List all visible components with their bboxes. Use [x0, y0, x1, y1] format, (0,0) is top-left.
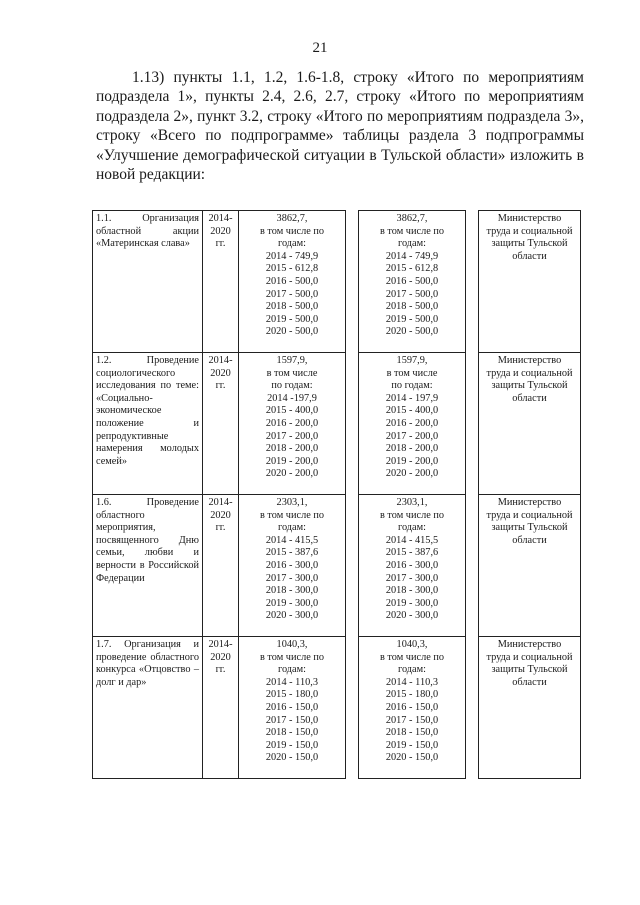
table-row: [93, 211, 581, 353]
cell-line: 2020 - 200,0: [385, 468, 439, 480]
cell-line: 2303,1,: [276, 497, 308, 508]
cell-line: 2015 - 400,0: [385, 405, 439, 417]
executor-cell: [479, 495, 581, 637]
cell-line: 2019 - 500,0: [265, 313, 319, 325]
cell-line: 2016 - 150,0: [265, 701, 319, 713]
cell-line: 2020 - 500,0: [385, 326, 439, 338]
blank-column: [466, 495, 479, 637]
cell-line: 2020 - 150,0: [265, 752, 319, 764]
cell-line: области: [512, 392, 547, 404]
measure-name-cell: 1.7. Организация и проведение областного конкурса «Отцовство – долг и дар»: [93, 637, 203, 779]
cell-line: 2019 - 150,0: [265, 739, 319, 751]
cell-line: гг.: [215, 664, 226, 676]
cell-line: в том числе: [386, 367, 438, 379]
cell-line: в том числе по: [259, 651, 325, 663]
cell-line: защиты Тульской: [491, 380, 568, 392]
amount-cell-1: [239, 353, 346, 495]
cell-line: 2018 - 200,0: [265, 443, 319, 455]
cell-line: 2018 - 300,0: [265, 585, 319, 597]
cell-line: 2018 - 150,0: [385, 727, 439, 739]
executor-cell: [479, 211, 581, 353]
cell-line: области: [512, 250, 547, 262]
measures-table: [92, 210, 581, 779]
cell-line: 2016 - 500,0: [385, 275, 439, 287]
cell-line: годам:: [397, 238, 426, 250]
cell-line: 2014-: [208, 355, 233, 366]
cell-line: 2019 - 200,0: [385, 455, 439, 467]
cell-line: 2019 - 300,0: [385, 597, 439, 609]
amount-cell-1: [239, 637, 346, 779]
cell-line: 2018 - 500,0: [385, 301, 439, 313]
cell-line: 2018 - 500,0: [265, 301, 319, 313]
cell-line: 1040,3,: [276, 639, 308, 650]
cell-line: 2016 - 300,0: [385, 559, 439, 571]
executor-cell: [479, 353, 581, 495]
amount-cell-1: [239, 211, 346, 353]
cell-line: Министерство: [497, 213, 562, 224]
cell-line: 2015 - 180,0: [385, 689, 439, 701]
cell-line: по годам:: [391, 380, 433, 392]
blank-column: [346, 211, 359, 353]
cell-line: 2017 - 500,0: [385, 288, 439, 300]
blank-column: [466, 637, 479, 779]
amount-cell-2: [359, 353, 466, 495]
cell-line: Министерство: [497, 639, 562, 650]
cell-line: 2014 - 749,9: [265, 250, 319, 262]
cell-line: 2016 - 150,0: [385, 701, 439, 713]
cell-line: 2020 - 300,0: [385, 610, 439, 622]
cell-line: 2020 - 150,0: [385, 752, 439, 764]
cell-line: 2303,1,: [396, 497, 428, 508]
cell-line: 2014 -197,9: [267, 392, 317, 404]
cell-line: 2015 - 387,6: [265, 547, 319, 559]
cell-line: 1597,9,: [396, 355, 428, 366]
cell-line: 1040,3,: [396, 639, 428, 650]
measure-name-cell: 1.2. Проведение социологического исследования по теме: «Социально-экономическое положение и репродуктивные намерения молодых семей»: [93, 353, 203, 495]
cell-line: труда и социальной: [486, 651, 573, 663]
cell-line: 2020: [210, 225, 231, 237]
cell-line: 2017 - 200,0: [385, 430, 439, 442]
cell-line: 2017 - 150,0: [265, 714, 319, 726]
cell-line: по годам:: [271, 380, 313, 392]
cell-line: 2016 - 300,0: [265, 559, 319, 571]
cell-line: 2015 - 180,0: [265, 689, 319, 701]
period-cell: [203, 353, 239, 495]
cell-line: 2014 - 197,9: [385, 392, 439, 404]
cell-line: 2014 - 110,3: [386, 676, 438, 688]
cell-line: защиты Тульской: [491, 664, 568, 676]
period-cell: [203, 637, 239, 779]
cell-line: 2018 - 200,0: [385, 443, 439, 455]
cell-line: 2014 - 415,5: [265, 534, 319, 546]
cell-line: в том числе: [266, 367, 318, 379]
cell-line: 2015 - 612,8: [265, 263, 319, 275]
amount-cell-2: [359, 495, 466, 637]
cell-line: 2017 - 300,0: [385, 572, 439, 584]
cell-line: гг.: [215, 238, 226, 250]
cell-line: Министерство: [497, 497, 562, 508]
period-cell: [203, 495, 239, 637]
cell-line: в том числе по: [259, 509, 325, 521]
cell-line: 1597,9,: [276, 355, 308, 366]
cell-line: 2016 - 500,0: [265, 275, 319, 287]
cell-line: годам:: [277, 664, 306, 676]
amount-cell-2: [359, 637, 466, 779]
executor-cell: [479, 637, 581, 779]
cell-line: в том числе по: [379, 651, 445, 663]
blank-column: [346, 495, 359, 637]
cell-line: 2018 - 150,0: [265, 727, 319, 739]
amount-cell-2: [359, 211, 466, 353]
cell-line: 3862,7,: [396, 213, 428, 224]
cell-line: 3862,7,: [276, 213, 308, 224]
measure-name-cell: 1.1. Организация областной акции «Материнская слава»: [93, 211, 203, 353]
cell-line: 2019 - 200,0: [265, 455, 319, 467]
cell-line: 2020 - 300,0: [265, 610, 319, 622]
cell-line: 2019 - 300,0: [265, 597, 319, 609]
cell-line: 2014 - 110,3: [266, 676, 318, 688]
cell-line: области: [512, 534, 547, 546]
amount-cell-1: [239, 495, 346, 637]
cell-line: защиты Тульской: [491, 238, 568, 250]
cell-line: годам:: [397, 664, 426, 676]
blank-column: [466, 353, 479, 495]
cell-line: 2019 - 150,0: [385, 739, 439, 751]
cell-line: 2014-: [208, 497, 233, 508]
cell-line: 2020 - 500,0: [265, 326, 319, 338]
blank-column: [346, 637, 359, 779]
cell-line: 2020: [210, 509, 231, 521]
table-row: [93, 637, 581, 779]
cell-line: 2014-: [208, 639, 233, 650]
cell-line: 2015 - 387,6: [385, 547, 439, 559]
cell-line: труда и социальной: [486, 225, 573, 237]
cell-line: области: [512, 676, 547, 688]
cell-line: Министерство: [497, 355, 562, 366]
table-row: [93, 353, 581, 495]
cell-line: гг.: [215, 522, 226, 534]
cell-line: в том числе по: [379, 509, 445, 521]
cell-line: годам:: [277, 522, 306, 534]
blank-column: [466, 211, 479, 353]
cell-line: 2019 - 500,0: [385, 313, 439, 325]
cell-line: 2014-: [208, 213, 233, 224]
cell-line: 2020: [210, 367, 231, 379]
cell-line: защиты Тульской: [491, 522, 568, 534]
cell-line: 2014 - 415,5: [385, 534, 439, 546]
cell-line: в том числе по: [379, 225, 445, 237]
cell-line: 2020 - 200,0: [265, 468, 319, 480]
cell-line: 2018 - 300,0: [385, 585, 439, 597]
cell-line: 2017 - 300,0: [265, 572, 319, 584]
cell-line: гг.: [215, 380, 226, 392]
measure-name-cell: 1.6. Проведение областного мероприятия, посвященного Дню семьи, любви и верности в Российской Федерации: [93, 495, 203, 637]
table-row: [93, 495, 581, 637]
cell-line: в том числе по: [259, 225, 325, 237]
cell-line: годам:: [277, 238, 306, 250]
cell-line: 2014 - 749,9: [385, 250, 439, 262]
cell-line: труда и социальной: [486, 509, 573, 521]
intro-paragraph: 1.13) пункты 1.1, 1.2, 1.6-1.8, строку «Итого по мероприятиям подраздела 1», пункты 2.4, 2.6, 2.7, строку «Итого по мероприятиям подраздела 2», пункт 3.2, строку «Итого по мероприятиям подраздела 3», строку «Всего по подпрограмме» таблицы раздела 3 подпрограммы «Улучшение демографической ситуации в Тульской области» изложить в новой редакции:: [96, 69, 584, 184]
cell-line: 2015 - 612,8: [385, 263, 439, 275]
cell-line: 2017 - 200,0: [265, 430, 319, 442]
cell-line: 2020: [210, 651, 231, 663]
cell-line: 2015 - 400,0: [265, 405, 319, 417]
page-number: 21: [312, 40, 328, 56]
period-cell: [203, 211, 239, 353]
blank-column: [346, 353, 359, 495]
cell-line: годам:: [397, 522, 426, 534]
cell-line: 2017 - 500,0: [265, 288, 319, 300]
cell-line: 2017 - 150,0: [385, 714, 439, 726]
cell-line: 2016 - 200,0: [265, 417, 319, 429]
cell-line: труда и социальной: [486, 367, 573, 379]
cell-line: 2016 - 200,0: [385, 417, 439, 429]
